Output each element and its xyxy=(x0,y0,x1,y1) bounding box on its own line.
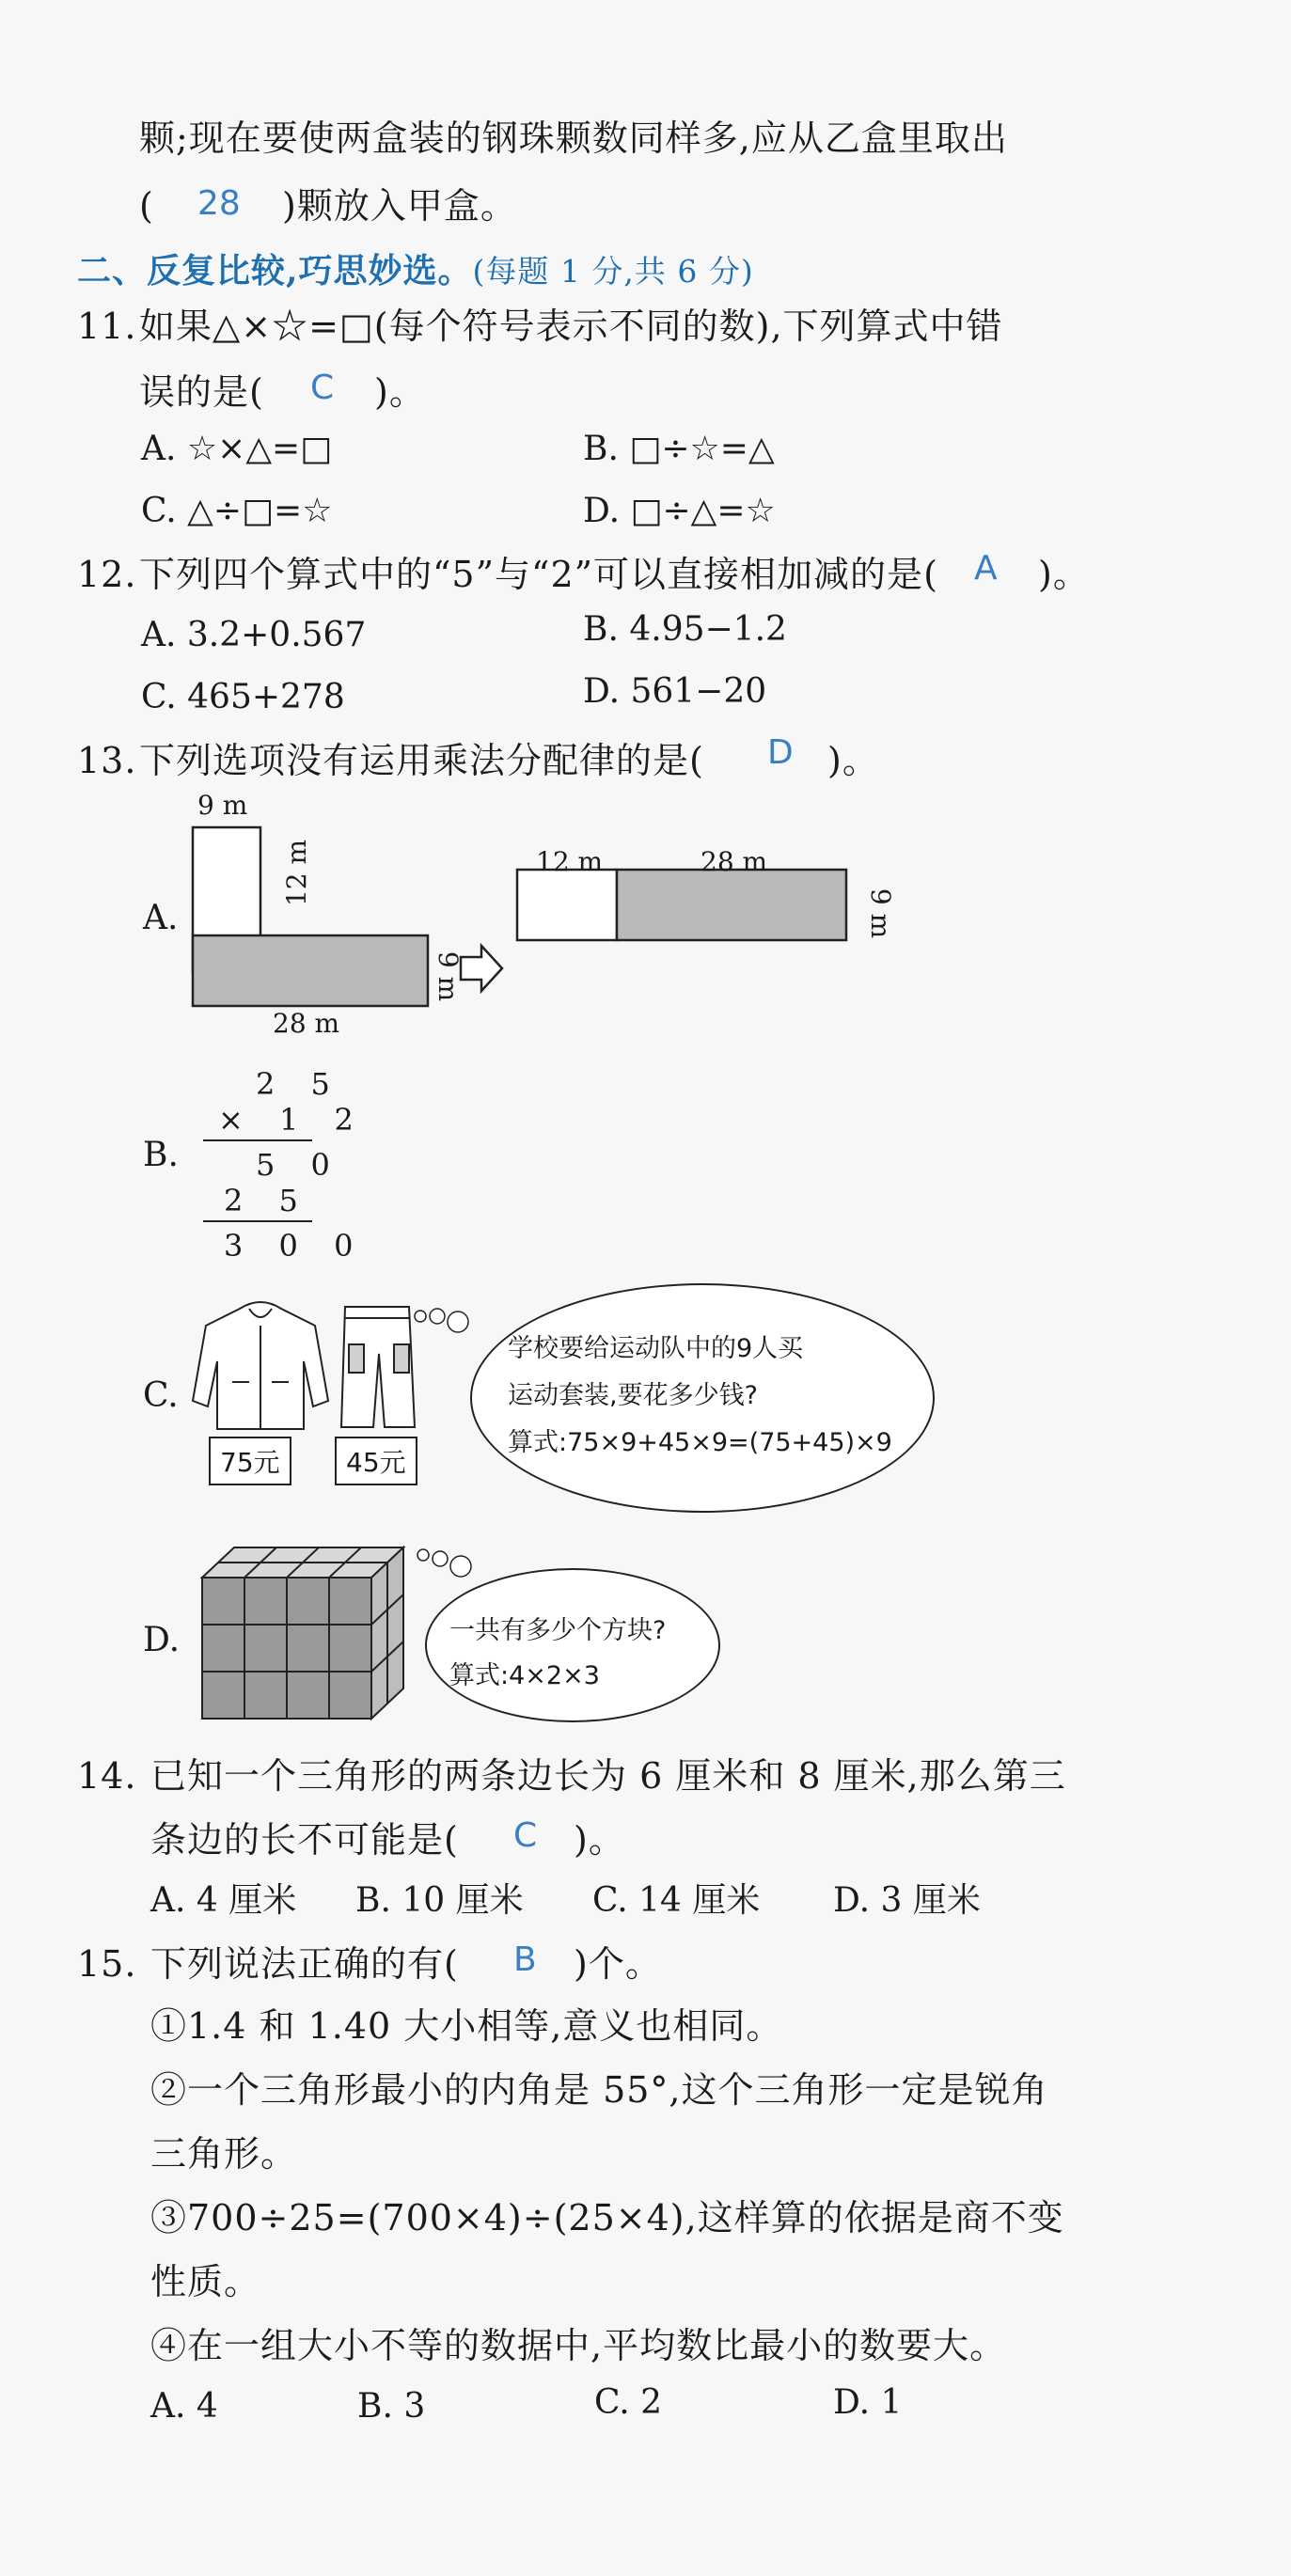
option-c: C. 2 xyxy=(594,2383,663,2422)
option-a: A. 4 xyxy=(150,2387,218,2426)
option-b: B. 4.95−1.2 xyxy=(583,610,787,649)
question-number: 12. xyxy=(77,554,137,595)
option-a: A. ☆×△=□ xyxy=(141,430,333,468)
jacket-icon xyxy=(193,1302,328,1429)
thought-dots xyxy=(414,1542,480,1589)
price-tag-pants: 45元 xyxy=(335,1437,417,1485)
right-arrow-icon xyxy=(461,946,502,991)
question-13-text: )。 xyxy=(827,740,879,781)
option-label-b: B. xyxy=(143,1136,179,1174)
bubble-c-line: 算式:75×9+45×9=(75+45)×9 xyxy=(508,1428,892,1457)
bubble-d-line: 算式:4×2×3 xyxy=(449,1661,600,1690)
dimension-label: 28 m xyxy=(701,846,768,877)
combined-rect-white xyxy=(517,870,617,940)
question-11-text: 如果△×☆=□(每个符号表示不同的数),下列算式中错 xyxy=(139,306,1003,347)
option-c: C. 14 厘米 xyxy=(592,1881,761,1920)
answer-d: D xyxy=(767,733,794,772)
option-b: B. □÷☆=△ xyxy=(583,430,775,468)
calc-row-2: × 1 2 xyxy=(218,1102,367,1138)
dimension-label: 9 m xyxy=(865,887,897,939)
option-label-a: A. xyxy=(143,899,179,937)
calc-row-1: 2 5 xyxy=(256,1066,343,1102)
dimension-label: 28 m xyxy=(273,1008,340,1039)
bubble-d-line: 一共有多少个方块? xyxy=(449,1616,667,1645)
statement-2-cont: 三角形。 xyxy=(150,2133,298,2175)
option-b: B. 10 厘米 xyxy=(355,1881,524,1920)
pants-icon xyxy=(341,1307,415,1427)
continued-text-line: )颗放入甲盒。 xyxy=(282,185,517,227)
option-b: B. 3 xyxy=(357,2387,426,2426)
question-15-text: 下列说法正确的有( xyxy=(150,1943,459,1985)
statement-4: ④在一组大小不等的数据中,平均数比最小的数要大。 xyxy=(150,2325,1007,2366)
option-d: D. □÷△=☆ xyxy=(583,492,776,530)
section-title-main: 二、反复比较,巧思妙选。 xyxy=(77,251,473,291)
option-label-c: C. xyxy=(143,1376,179,1415)
section-title xyxy=(77,244,754,292)
question-12-text: 下列四个算式中的“5”与“2”可以直接相加减的是( xyxy=(139,554,938,595)
option-a: A. 3.2+0.567 xyxy=(141,616,367,654)
question-15-text: )个。 xyxy=(574,1943,662,1985)
section-score-note: (每题 1 分,共 6 分) xyxy=(472,253,754,290)
question-14-text: )。 xyxy=(574,1819,625,1861)
cube-block-diagram xyxy=(193,1542,418,1730)
question-number: 11. xyxy=(77,306,137,347)
calc-row-5: 3 0 0 xyxy=(224,1228,367,1264)
answer-b: B xyxy=(513,1940,537,1979)
question-13-text: 下列选项没有运用乘法分配律的是( xyxy=(139,740,704,781)
answer-c: C xyxy=(310,369,335,407)
paren-open: ( xyxy=(139,185,154,227)
question-12-text: )。 xyxy=(1038,554,1090,595)
large-rect-gray xyxy=(193,935,428,1006)
answer-c: C xyxy=(513,1816,538,1855)
option-c: C. △÷□=☆ xyxy=(141,492,333,530)
answer-28: 28 xyxy=(197,184,241,223)
question-14-text: 已知一个三角形的两条边长为 6 厘米和 8 厘米,那么第三 xyxy=(150,1755,1066,1797)
statement-3-cont: 性质。 xyxy=(150,2261,261,2302)
question-11-text: )。 xyxy=(374,371,426,413)
option-d: D. 1 xyxy=(833,2383,903,2422)
price-tag-jacket: 75元 xyxy=(209,1437,291,1485)
option-label-d: D. xyxy=(143,1621,181,1659)
option-d: D. 3 厘米 xyxy=(833,1881,981,1920)
dimension-label: 12 m xyxy=(281,839,313,907)
option-c: C. 465+278 xyxy=(141,678,345,716)
answer-a: A xyxy=(974,549,998,588)
statement-2: ②一个三角形最小的内角是 55°,这个三角形一定是锐角 xyxy=(150,2069,1048,2111)
question-number: 13. xyxy=(77,740,137,781)
calc-line xyxy=(203,1220,312,1222)
statement-3: ③700÷25=(700×4)÷(25×4),这样算的依据是商不变 xyxy=(150,2197,1064,2238)
area-diagram xyxy=(179,790,912,1044)
dimension-label: 12 m xyxy=(536,846,604,877)
question-11-text: 误的是( xyxy=(139,371,264,413)
continued-text-line: 颗;现在要使两盒装的钢珠颗数同样多,应从乙盒里取出 xyxy=(139,118,1008,159)
question-number: 15. xyxy=(77,1943,137,1985)
question-14-text: 条边的长不可能是( xyxy=(150,1819,459,1861)
calc-row-3: 5 0 xyxy=(256,1147,343,1183)
calc-line xyxy=(203,1139,312,1141)
bubble-c-line: 运动套装,要花多少钱? xyxy=(508,1381,758,1410)
dimension-label: 9 m xyxy=(433,950,464,1002)
question-number: 14. xyxy=(77,1755,137,1797)
combined-rect-gray xyxy=(617,870,846,940)
statement-1: ①1.4 和 1.40 大小相等,意义也相同。 xyxy=(150,2005,783,2047)
calc-row-4: 2 5 xyxy=(224,1183,311,1218)
option-a: A. 4 厘米 xyxy=(150,1881,297,1920)
bubble-c-line: 学校要给运动队中的9人买 xyxy=(508,1334,804,1363)
dimension-label: 9 m xyxy=(197,790,248,821)
option-d: D. 561−20 xyxy=(583,672,767,711)
